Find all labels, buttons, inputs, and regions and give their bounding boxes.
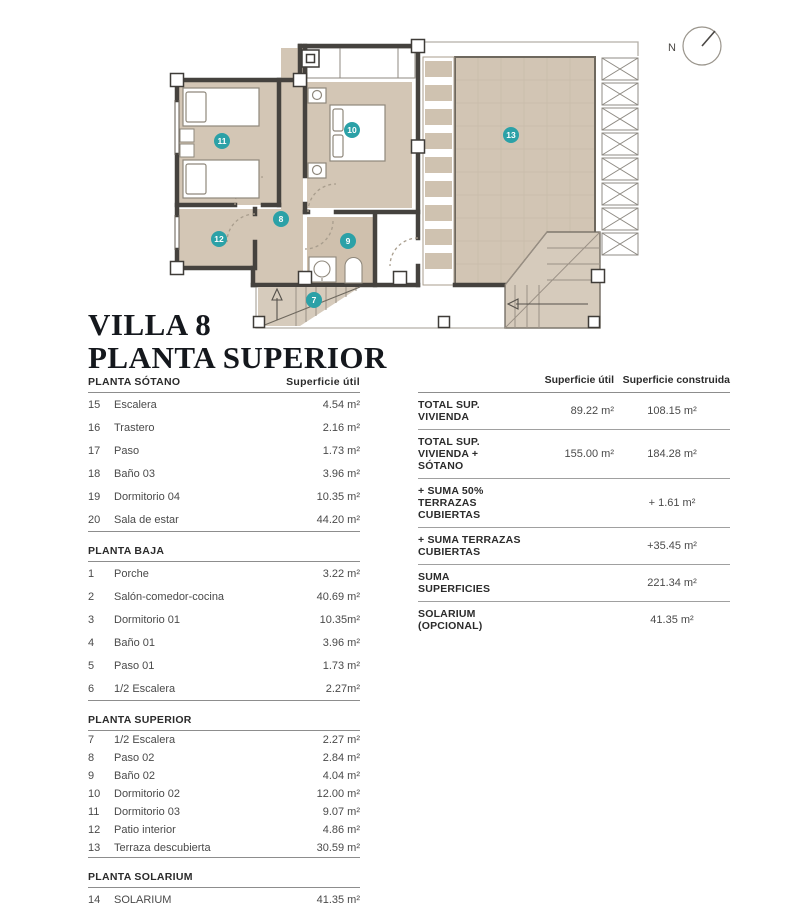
table-row <box>88 767 360 785</box>
room-name: Escalera <box>114 398 157 411</box>
room-name: Terraza descubierta <box>114 842 211 854</box>
section-header <box>88 867 360 888</box>
summary-label: SUMA SUPERFICIES <box>418 571 491 595</box>
row-number: 3 <box>88 613 95 626</box>
room-area: 10.35m² <box>319 613 360 626</box>
row-number: 9 <box>88 770 95 782</box>
table-row <box>88 631 360 654</box>
summary-constr: 108.15 m² <box>647 405 697 417</box>
room-area: 4.86 m² <box>322 824 360 836</box>
row-number: 5 <box>88 659 95 672</box>
summary-constr: 221.34 m² <box>647 577 697 589</box>
areas-table <box>88 372 360 911</box>
summary-label: TOTAL SUP. VIVIENDA <box>418 399 480 423</box>
row-number: 12 <box>88 824 101 836</box>
room-name: Dormitorio 01 <box>114 613 181 626</box>
summary-row <box>418 479 730 528</box>
section-planta-sotano <box>88 372 360 532</box>
room-area: 41.35 m² <box>316 893 360 906</box>
room-area: 10.35 m² <box>316 490 360 503</box>
room-badge-7 <box>306 292 322 308</box>
room-name: Paso 02 <box>114 752 155 764</box>
room-name: 1/2 Escalera <box>114 734 176 746</box>
room-name: Dormitorio 02 <box>114 788 181 800</box>
room-name: Trastero <box>114 421 155 434</box>
table-row <box>88 608 360 631</box>
section-header <box>88 372 360 393</box>
table-row <box>88 731 360 749</box>
section-header <box>88 541 360 562</box>
north-compass-icon <box>668 27 721 65</box>
summary-util: 89.22 m² <box>570 405 614 417</box>
room-area: 30.59 m² <box>316 842 360 854</box>
room-name: SOLARIUM <box>114 893 172 906</box>
room-area: 3.22 m² <box>322 567 360 580</box>
room-name: Paso <box>114 444 140 457</box>
table-row <box>88 803 360 821</box>
row-number: 20 <box>88 513 101 526</box>
summary-row <box>418 528 730 565</box>
room-name: Dormitorio 03 <box>114 806 181 818</box>
summary-label: + SUMA 50% TERRAZAS CUBIERTAS <box>418 485 484 521</box>
svg-text:8: 8 <box>278 214 284 224</box>
room-area: 2.27m² <box>325 682 360 695</box>
toilet-icon <box>345 258 362 284</box>
table-row <box>88 821 360 839</box>
closet <box>307 48 415 78</box>
table-row <box>88 485 360 508</box>
svg-text:13: 13 <box>506 130 516 140</box>
section-title: PLANTA SÓTANO <box>88 376 181 388</box>
page-title <box>88 308 387 375</box>
summary-constr: +35.45 m² <box>647 540 697 552</box>
column-header-superficie-construida: Superficie construida <box>622 374 730 386</box>
table-row <box>88 393 360 416</box>
row-number: 16 <box>88 421 101 434</box>
table-row <box>88 585 360 608</box>
room-area: 1.73 m² <box>322 444 360 457</box>
table-row <box>88 749 360 767</box>
summary-util: 155.00 m² <box>564 448 614 460</box>
room-area: 3.96 m² <box>322 467 360 480</box>
room-name: Patio interior <box>114 824 176 836</box>
room-area: 4.54 m² <box>322 398 360 411</box>
row-number: 15 <box>88 398 101 411</box>
room-name: Salón-comedor-cocina <box>114 590 225 603</box>
svg-text:11: 11 <box>217 136 227 146</box>
room-name: Sala de estar <box>114 513 179 526</box>
summary-constr: 41.35 m² <box>650 614 694 626</box>
summary-constr: 184.28 m² <box>647 448 697 460</box>
room-area: 44.20 m² <box>316 513 360 526</box>
table-row <box>88 416 360 439</box>
summary-row <box>418 430 730 479</box>
room-area: 4.04 m² <box>322 770 360 782</box>
row-number: 6 <box>88 682 95 695</box>
summary-constr: + 1.61 m² <box>648 497 696 509</box>
room-area: 12.00 m² <box>316 788 360 800</box>
table-row <box>88 562 360 585</box>
row-number: 13 <box>88 842 101 854</box>
table-row <box>88 888 360 911</box>
room-badge-9 <box>340 233 356 249</box>
room-badge-11 <box>214 133 230 149</box>
room-name: Baño 02 <box>114 770 155 782</box>
section-title: PLANTA SOLARIUM <box>88 871 193 883</box>
table-row <box>88 508 360 531</box>
table-row <box>88 785 360 803</box>
summary-row <box>418 393 730 430</box>
row-number: 10 <box>88 788 101 800</box>
summary-row <box>418 602 730 638</box>
row-number: 7 <box>88 734 95 746</box>
column-header-superficie-util: Superficie útil <box>286 376 360 388</box>
room-badge-12 <box>211 231 227 247</box>
room-badge-10 <box>344 122 360 138</box>
compass-north-label: N <box>668 42 676 54</box>
louver-strip <box>423 57 454 285</box>
room-area: 2.84 m² <box>322 752 360 764</box>
room-area: 2.16 m² <box>322 421 360 434</box>
svg-text:7: 7 <box>311 295 317 305</box>
section-title: PLANTA BAJA <box>88 545 165 557</box>
sink <box>309 257 336 282</box>
summary-table <box>418 374 730 638</box>
section-planta-solarium <box>88 867 360 911</box>
table-row <box>88 654 360 677</box>
room-badge-13 <box>503 127 519 143</box>
row-number: 1 <box>88 567 95 580</box>
page-title-line1: VILLA 8 <box>88 307 212 342</box>
summary-header <box>418 374 730 393</box>
row-number: 14 <box>88 893 101 906</box>
room-name: Baño 03 <box>114 467 155 480</box>
bed-single-2 <box>183 160 259 198</box>
row-number: 18 <box>88 467 101 480</box>
row-number: 2 <box>88 590 95 603</box>
svg-text:10: 10 <box>347 125 357 135</box>
column-header-superficie-util: Superficie útil <box>544 374 614 386</box>
summary-label: + SUMA TERRAZAS CUBIERTAS <box>418 534 521 558</box>
table-row <box>88 462 360 485</box>
row-number: 8 <box>88 752 95 764</box>
room-area: 9.07 m² <box>322 806 360 818</box>
summary-label: TOTAL SUP. VIVIENDA + SÓTANO <box>418 436 480 472</box>
room-name: Dormitorio 04 <box>114 490 181 503</box>
room-name: Paso 01 <box>114 659 155 672</box>
room-area: 3.96 m² <box>322 636 360 649</box>
floor-plan-drawing <box>0 0 800 345</box>
room-name: Porche <box>114 567 149 580</box>
room-area: 40.69 m² <box>316 590 360 603</box>
row-number: 4 <box>88 636 95 649</box>
table-row <box>88 439 360 462</box>
summary-label: SOLARIUM (OPCIONAL) <box>418 608 483 632</box>
room-area: 2.27 m² <box>322 734 360 746</box>
page-title-line2: PLANTA SUPERIOR <box>88 340 387 376</box>
svg-text:9: 9 <box>345 236 351 246</box>
section-planta-superior <box>88 710 360 858</box>
svg-text:12: 12 <box>214 234 224 244</box>
section-title: PLANTA SUPERIOR <box>88 714 192 726</box>
summary-row <box>418 565 730 602</box>
room-area: 1.73 m² <box>322 659 360 672</box>
room-badge-8 <box>273 211 289 227</box>
room-name: 1/2 Escalera <box>114 682 176 695</box>
row-number: 11 <box>88 806 100 818</box>
row-number: 19 <box>88 490 101 503</box>
section-header <box>88 710 360 731</box>
table-row <box>88 839 360 857</box>
table-row <box>88 677 360 700</box>
section-planta-baja <box>88 541 360 701</box>
bed-single-1 <box>183 88 259 126</box>
row-number: 17 <box>88 444 101 457</box>
pergola-louvers <box>602 58 638 255</box>
room-name: Baño 01 <box>114 636 155 649</box>
